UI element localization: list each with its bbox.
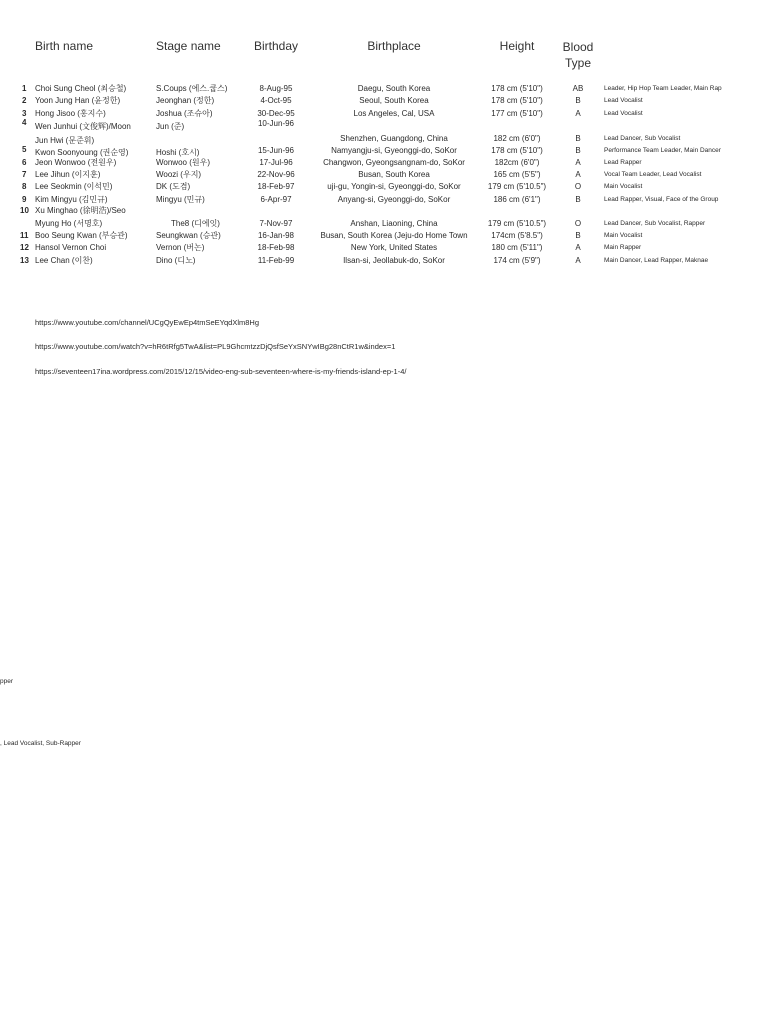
row-number: 5 bbox=[22, 145, 27, 154]
height-cell: 186 cm (6'1") bbox=[493, 195, 541, 204]
position-cell: Leader, Hip Hop Team Leader, Main Rap bbox=[604, 85, 722, 92]
birth-name-cell: Hong Jisoo (홍지수) bbox=[35, 109, 106, 118]
birthplace-cell: Ilsan-si, Jeollabuk-do, SoKor bbox=[343, 256, 445, 265]
position-cell: Vocal Team Leader, Lead Vocalist bbox=[604, 171, 702, 178]
stage-name-cell: DK (도겸) bbox=[156, 182, 191, 191]
header-blood-line2: Type bbox=[564, 56, 592, 70]
birthday-cell: 15-Jun-96 bbox=[257, 146, 295, 155]
birthday-cell: 6-Apr-97 bbox=[260, 195, 292, 204]
birth-name-cell: Xu Minghao (徐明浩)/Seo bbox=[35, 206, 126, 215]
row-number: 2 bbox=[22, 96, 27, 105]
overflow-fragment: , Lead Vocalist, Sub-Rapper bbox=[0, 740, 81, 747]
birthday-cell: 11-Feb-99 bbox=[257, 256, 295, 265]
height-cell: 174cm (5'8.5") bbox=[491, 231, 543, 240]
table-row bbox=[0, 145, 768, 157]
birthplace-cell: New York, United States bbox=[350, 243, 438, 252]
blood-type-cell: A bbox=[575, 170, 581, 179]
position-cell: Lead Rapper, Visual, Face of the Group bbox=[604, 196, 719, 203]
birthday-cell: 16-Jan-98 bbox=[257, 231, 295, 240]
birthday-cell: 30-Dec-95 bbox=[257, 109, 295, 118]
table-row bbox=[0, 157, 768, 169]
table-row bbox=[0, 133, 768, 145]
birthplace-cell: uji-gu, Yongin-si, Gyeonggi-do, SoKor bbox=[327, 182, 461, 191]
blood-type-cell: B bbox=[575, 231, 581, 240]
stage-name-cell: Woozi (우지) bbox=[156, 170, 202, 179]
birthplace-cell: Seoul, South Korea bbox=[359, 96, 429, 105]
position-cell: Performance Team Leader, Main Dancer bbox=[604, 147, 721, 154]
header-stage-name: Stage name bbox=[156, 39, 221, 53]
position-cell: Main Vocalist bbox=[604, 183, 643, 190]
birth-name-cell: Choi Sung Cheol (최승철) bbox=[35, 84, 127, 93]
height-cell: 182cm (6'0") bbox=[494, 158, 540, 167]
birthday-cell: 17-Jul-96 bbox=[259, 158, 293, 167]
stage-name-cell: Wonwoo (원우) bbox=[156, 158, 210, 167]
height-cell: 177 cm (5'10") bbox=[491, 109, 543, 118]
birthplace-cell: Anyang-si, Gyeonggi-do, SoKor bbox=[337, 195, 451, 204]
table-row bbox=[0, 205, 768, 217]
stage-name-cell: Joshua (조슈아) bbox=[156, 109, 213, 118]
birth-name-cell: Wen Junhui (文俊辉)/Moon bbox=[35, 122, 131, 131]
row-number: 13 bbox=[20, 256, 29, 265]
birth-name-cell: Kwon Soonyoung (권순영) bbox=[35, 148, 129, 157]
birth-name-cell: Jun Hwi (문준휘) bbox=[35, 136, 95, 145]
row-number: 10 bbox=[20, 206, 29, 215]
header-birthday: Birthday bbox=[253, 39, 299, 53]
stage-name-cell: Dino (디노) bbox=[156, 256, 196, 265]
birth-name-cell: Hansol Vernon Choi bbox=[35, 243, 107, 252]
row-number: 7 bbox=[22, 170, 27, 179]
blood-type-cell: O bbox=[574, 219, 582, 228]
stage-name-cell: Vernon (버논) bbox=[156, 243, 205, 252]
blood-type-cell: A bbox=[575, 256, 581, 265]
blood-type-cell: B bbox=[575, 146, 581, 155]
overflow-fragment: pper bbox=[0, 678, 14, 685]
stage-name-cell: S.Coups (에스.쿱스) bbox=[156, 84, 228, 93]
birthday-cell: 10-Jun-96 bbox=[257, 119, 295, 128]
birthday-cell: 4-Oct-95 bbox=[260, 96, 292, 105]
position-cell: Lead Vocalist bbox=[604, 110, 643, 117]
birth-name-cell: Yoon Jung Han (윤정한) bbox=[35, 96, 121, 105]
position-cell: Main Vocalist bbox=[604, 232, 643, 239]
birthplace-cell: Shenzhen, Guangdong, China bbox=[340, 134, 448, 143]
birthday-cell: 22-Nov-96 bbox=[257, 170, 295, 179]
blood-type-cell: O bbox=[574, 182, 582, 191]
position-cell: Lead Dancer, Sub Vocalist bbox=[604, 135, 681, 142]
birthplace-cell: Namyangju-si, Gyeonggi-do, SoKor bbox=[331, 146, 457, 155]
stage-name-cell: Seungkwan (승관) bbox=[156, 231, 221, 240]
row-number: 3 bbox=[22, 109, 27, 118]
youtube-channel-link[interactable]: https://www.youtube.com/channel/UCgQyEwEp4tmSeEYqdXlm8Hg bbox=[35, 318, 260, 327]
row-number: 12 bbox=[20, 243, 29, 252]
blood-type-cell: B bbox=[575, 134, 581, 143]
birthplace-cell: Busan, South Korea bbox=[358, 170, 430, 179]
height-cell: 178 cm (5'10") bbox=[491, 96, 543, 105]
table-row bbox=[0, 230, 768, 242]
header-height: Height bbox=[499, 39, 535, 53]
stage-name-cell: Hoshi (호시) bbox=[156, 148, 200, 157]
table-row bbox=[0, 255, 768, 267]
table-row bbox=[0, 83, 768, 95]
table-row bbox=[0, 181, 768, 193]
birthday-cell: 18-Feb-98 bbox=[257, 243, 295, 252]
table-row bbox=[0, 218, 768, 230]
row-number: 9 bbox=[22, 195, 27, 204]
birthplace-cell: Daegu, South Korea bbox=[357, 84, 431, 93]
header-birthplace: Birthplace bbox=[367, 39, 421, 53]
birthplace-cell: Los Angeles, Cal, USA bbox=[353, 109, 435, 118]
height-cell: 179 cm (5'10.5") bbox=[487, 182, 547, 191]
header-blood-type bbox=[563, 39, 594, 71]
birthplace-cell: Busan, South Korea (Jeju-do Home Town bbox=[320, 231, 468, 240]
birth-name-cell: Jeon Wonwoo (전원우) bbox=[35, 158, 117, 167]
blood-type-cell: A bbox=[575, 158, 581, 167]
birth-name-cell: Lee Seokmin (이석민) bbox=[35, 182, 113, 191]
birthplace-cell: Changwon, Gyeongsangnam-do, SoKor bbox=[323, 158, 465, 167]
youtube-playlist-link[interactable]: https://www.youtube.com/watch?v=hR6tRfg5TwA&list=PL9GhcmtzzDjQsfSeYxSNYwIBg28nCtR1w&index=1 bbox=[35, 342, 396, 351]
birth-name-cell: Boo Seung Kwan (부승관) bbox=[35, 231, 128, 240]
row-number: 8 bbox=[22, 182, 27, 191]
position-cell: Main Dancer, Lead Rapper, Maknae bbox=[604, 257, 709, 264]
height-cell: 174 cm (5'9") bbox=[493, 256, 541, 265]
blood-type-cell: A bbox=[575, 109, 581, 118]
position-cell: Lead Vocalist bbox=[604, 97, 643, 104]
blood-type-cell: A bbox=[575, 243, 581, 252]
height-cell: 182 cm (6'0") bbox=[493, 134, 541, 143]
table-row bbox=[0, 169, 768, 181]
birth-name-cell: Kim Mingyu (김민규) bbox=[35, 195, 108, 204]
height-cell: 165 cm (5'5") bbox=[493, 170, 541, 179]
table-row bbox=[0, 242, 768, 254]
blood-type-cell: B bbox=[575, 96, 581, 105]
height-cell: 178 cm (5'10") bbox=[491, 84, 543, 93]
position-cell: Main Rapper bbox=[604, 244, 642, 251]
birthday-cell: 18-Feb-97 bbox=[257, 182, 295, 191]
row-number: 4 bbox=[22, 118, 27, 127]
row-number: 1 bbox=[22, 84, 27, 93]
birth-name-cell: Lee Chan (이찬) bbox=[35, 256, 93, 265]
stage-name-cell: Jun (준) bbox=[156, 122, 185, 131]
birthplace-cell: Anshan, Liaoning, China bbox=[350, 219, 438, 228]
stage-name-cell: Mingyu (민규) bbox=[156, 195, 205, 204]
height-cell: 178 cm (5'10") bbox=[491, 146, 543, 155]
row-number: 11 bbox=[20, 231, 29, 240]
birth-name-cell: Lee Jihun (이지훈) bbox=[35, 170, 101, 179]
header-birth-name: Birth name bbox=[35, 39, 94, 53]
stage-name-cell: The8 (디에잇) bbox=[171, 219, 220, 228]
position-cell: Lead Rapper bbox=[604, 159, 642, 166]
wordpress-video-link[interactable]: https://seventeen17ina.wordpress.com/2015/12/15/video-eng-sub-seventeen-where-is-my-friends-island-ep-1-4/ bbox=[35, 367, 407, 376]
blood-type-cell: B bbox=[575, 195, 581, 204]
birthday-cell: 7-Nov-97 bbox=[259, 219, 293, 228]
blood-type-cell: AB bbox=[572, 84, 584, 93]
header-blood-line1: Blood bbox=[562, 40, 594, 54]
birth-name-cell: Myung Ho (서명호) bbox=[35, 219, 103, 228]
birthday-cell: 8-Aug-95 bbox=[259, 84, 293, 93]
table-row bbox=[0, 119, 768, 131]
height-cell: 180 cm (5'11") bbox=[491, 243, 543, 252]
table-row bbox=[0, 95, 768, 107]
stage-name-cell: Jeonghan (정한) bbox=[156, 96, 215, 105]
height-cell: 179 cm (5'10.5") bbox=[487, 219, 547, 228]
position-cell: Lead Dancer, Sub Vocalist, Rapper bbox=[604, 220, 706, 227]
row-number: 6 bbox=[22, 158, 27, 167]
